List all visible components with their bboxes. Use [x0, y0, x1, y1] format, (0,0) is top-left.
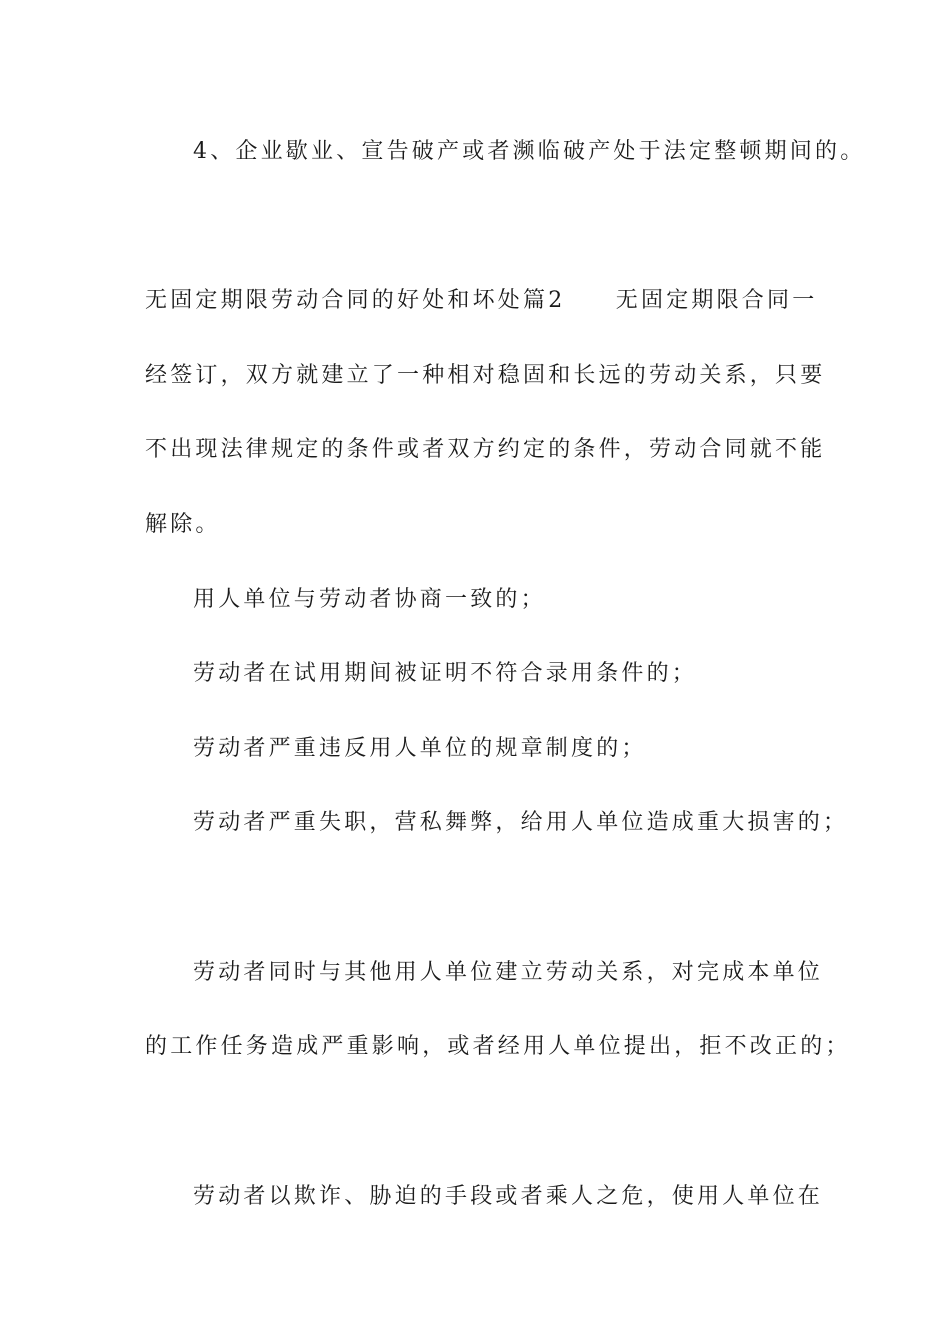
list-item: 劳动者严重违反用人单位的规章制度的； — [193, 736, 647, 761]
paragraph-line-item-4: 4、企业歇业、宣告破产或者濒临破产处于法定整顿期间的。 — [193, 139, 866, 164]
paragraph-line: 经签订，双方就建立了一种相对稳固和长远的劳动关系，只要 — [145, 363, 826, 388]
paragraph-line: 不出现法律规定的条件或者双方约定的条件，劳动合同就不能 — [145, 437, 826, 462]
list-item-continuation: 的工作任务造成严重影响，或者经用人单位提出，拒不改正的； — [145, 1034, 851, 1059]
list-item: 用人单位与劳动者协商一致的； — [193, 587, 546, 612]
list-item: 劳动者以欺诈、胁迫的手段或者乘人之危，使用人单位在 — [193, 1184, 824, 1209]
list-item: 劳动者同时与其他用人单位建立劳动关系，对完成本单位 — [193, 960, 824, 985]
list-item: 劳动者严重失职，营私舞弊，给用人单位造成重大损害的； — [193, 810, 849, 835]
section-heading-line: 无固定期限劳动合同的好处和坏处篇2 无固定期限合同一 — [145, 288, 818, 313]
paragraph-line: 解除。 — [145, 512, 221, 537]
list-item: 劳动者在试用期间被证明不符合录用条件的； — [193, 661, 698, 686]
